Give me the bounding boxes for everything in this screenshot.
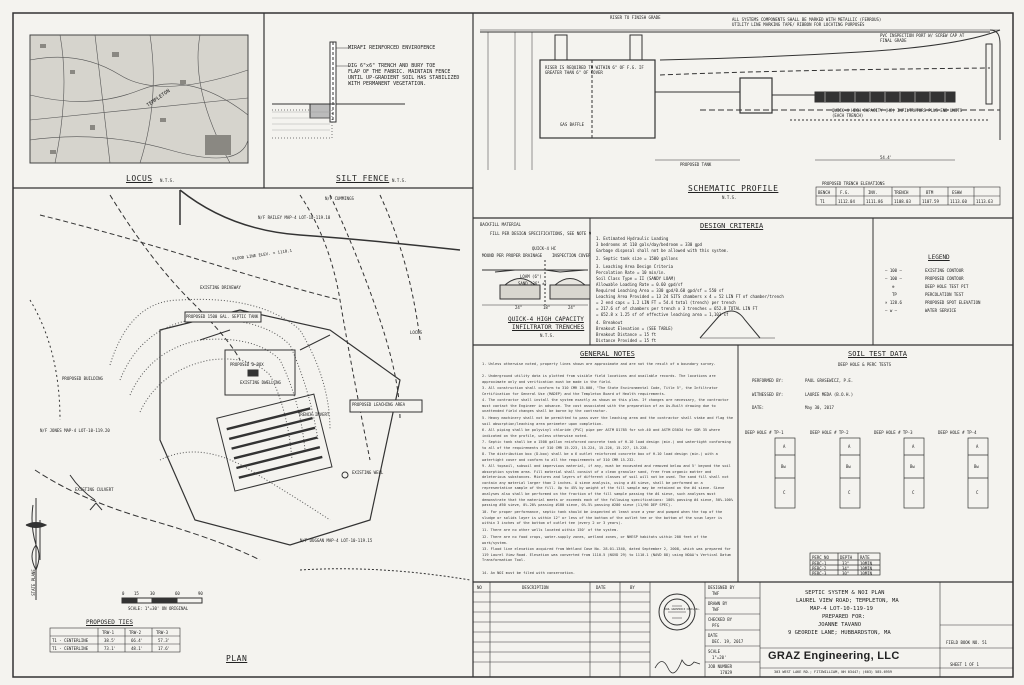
- locus-scale: N.T.S.: [160, 178, 175, 183]
- plan-label: PROPOSED 1500 GAL. SEPTIC TANK: [186, 314, 259, 319]
- general-note: 4. The contractor shall install the system exactly as shown on this plan. If changes are necessary, the contractor must contact the Engineer in advance. The cost associated with the preparation of an As-Built drawing due to unattended field changes shall be borne by the contractor.: [482, 398, 729, 414]
- witnessed-by-value: LAURIE MEDA (B.O.H.): [805, 392, 854, 397]
- locus-title: LOCUS: [126, 174, 153, 183]
- soil-horizon: A: [848, 444, 851, 449]
- legend-title: LEGEND: [928, 254, 950, 261]
- soil-test-subtitle: DEEP HOLE & PERC TESTS: [838, 362, 891, 367]
- trench-title-1: QUICK-4 HIGH CAPACITY: [508, 316, 584, 323]
- soil-log-columns: [775, 438, 988, 575]
- design-line: = 652.8 x 1.25 sf of effective leaching area = 1,101 sf: [596, 312, 729, 317]
- trench-label-sand: SAND (36" ±): [518, 281, 547, 286]
- design-line: 1. Estimated Hydraulic Loading: [596, 236, 669, 241]
- soil-horizon: C: [976, 490, 979, 495]
- general-note: 3. All construction shall conform to 310 CMR 15.000, "The State Environmental Code, Title 5", the Infiltrator Certification for General Use (MADEP) and the Templeton Board of Health requirements.: [482, 386, 718, 396]
- perc-cell: 33": [842, 561, 850, 566]
- trench-label-cover: INSPECTION COVER: [552, 253, 591, 258]
- silt-fence-detail: [272, 42, 405, 138]
- design-line: Soil Class Type = II (SANDY LOAM): [596, 276, 676, 281]
- perc-cell: 10MIN: [860, 566, 873, 571]
- deep-hole-label: DEEP HOLE # TP-4: [938, 430, 977, 435]
- revision-header: DATE: [596, 585, 606, 590]
- soil-horizon: Bw: [781, 464, 786, 469]
- elev-table-cell: 1112.04: [838, 199, 855, 204]
- project-line: JOANNE TAVANO: [818, 622, 862, 628]
- elev-table-cell: T1: [820, 199, 825, 204]
- perc-cell: PERC-1: [812, 561, 827, 566]
- project-line: 9 GEORDIE LANE; HUBBARDSTON, MA: [788, 630, 891, 636]
- legend-item: DEEP HOLE TEST PIT: [925, 284, 969, 289]
- engineer-seal: [659, 594, 695, 630]
- elev-table-header: BENCH: [818, 190, 831, 195]
- general-note: 9. All topsoil, subsoil and impervious material, if any, must be excavated and removed below and 5' beyond the soil absorption system area. Fill material shall consist of a clean granular sand, free from organic matter and deleterious substances. Mixtures and layers of different classes of soil will not be used. The sand fill shall not contain any material larger than 2 inches. A sieve analysis, using a #4 sieve, shall be performed on a representative sample of the fill. Up to 45% by weight of the fill sample may be retained on the #4 sieve. Sieve analyses also shall be performed on the fraction of the fill sample passing the #4 sieve, such analyses must demonstrate that the material meets or exceeds each of the following specifications: 100% passing #4 sieve, 50%-100% passing #50 sieve, 0%-20% passing #100 sieve, 0%-5% passing #200 sieve (11/96 DEP SPEC).: [482, 464, 733, 508]
- profile-scale: N.T.S.: [722, 195, 737, 200]
- scale-label: SCALE: [708, 649, 721, 654]
- ties-header: TRW-3: [156, 630, 169, 635]
- design-line: = 217.6 sf of chambers per trench x 3 trenches = 652.8 TOTAL LIN FT: [596, 306, 758, 311]
- perc-test-icon: TP: [892, 292, 897, 297]
- ties-cell: 73.1': [104, 646, 117, 651]
- designed-by-label: DESIGNED BY: [708, 585, 735, 590]
- design-line: Distance Provided = 15 ft: [596, 338, 657, 343]
- revision-header: BY: [630, 585, 635, 590]
- revision-table-grid: [473, 582, 1013, 677]
- plan-scale-note: SCALE: 1"=30' ON ORIGINAL: [128, 606, 189, 611]
- legend-item: EXISTING CONTOUR: [925, 268, 964, 273]
- plan-label: PROPOSED LEACHING AREA: [352, 402, 405, 407]
- perc-header: DEPTH: [840, 555, 853, 560]
- plan-label: LOCUS: [410, 330, 423, 335]
- trench-backfill-label: BACKFILL MATERIAL: [480, 222, 521, 227]
- soil-horizon: Bw: [846, 464, 851, 469]
- elev-table-cell: 1113.60: [950, 199, 967, 204]
- soil-horizon: A: [976, 444, 979, 449]
- elev-table-header: TRENCH: [894, 190, 909, 195]
- general-note: 11. There are no other wells located within 150' of the system.: [482, 528, 619, 532]
- design-line: Breakout Elevation = (SEE TABLE): [596, 326, 674, 331]
- profile-title: SCHEMATIC PROFILE: [688, 184, 779, 193]
- general-note: 1. Unless otherwise noted, property lines shown are approximate and are not the result of a boundary survey.: [482, 362, 716, 366]
- trench-dim-2: 18": [543, 305, 551, 310]
- trench-label-loam: LOAM (6"): [520, 274, 542, 279]
- design-line: 2. Septic tank size = 1500 gallons: [596, 256, 678, 261]
- deep-hole-icon: ⊕: [892, 284, 895, 289]
- general-note: 13. Flood line elevation acquired from Wetland Case No. 28-01-1340, dated September 2, 2008, which was prepared for 119 Laurel View Road. Elevation was converted from 1110.5 (NGVD 29) to 1110.1 (NAVD 88) using NOAA's Vertical Datum Transformation Tool.: [482, 547, 731, 563]
- signature: [655, 660, 700, 673]
- elev-table-header: F.G.: [840, 190, 850, 195]
- performed-by-label: PERFORMED BY:: [752, 378, 784, 383]
- ties-cell: 17.6': [158, 646, 171, 651]
- sheet-number: SHEET 1 OF 1: [950, 662, 979, 667]
- project-line: PREPARED FOR:: [822, 614, 866, 620]
- general-note: 5. Heavy machinery shall not be permitted to pass over the leaching area and the contractor shall stake and flag the soil absorption/leaching area perimeter upon completion.: [482, 416, 733, 426]
- soil-horizon: Bw: [910, 464, 915, 469]
- elev-table-cell: 1113.63: [976, 199, 993, 204]
- silt-fence-label-2d: WITH PERMANENT VEGETATION.: [348, 81, 427, 87]
- project-line: SEPTIC SYSTEM & NOI PLAN: [805, 590, 885, 596]
- perc-cell: 34": [842, 566, 850, 571]
- silt-fence-label-1: MIRAFI REINFORCED ENVIROFENCE: [348, 45, 436, 51]
- north-arrow-icon: [26, 498, 46, 600]
- design-line: = 2 end caps = 1.2 LIN FT = 54.4 total (trench) per trench: [596, 300, 736, 305]
- elev-table-cell: 1111.86: [866, 199, 883, 204]
- witnessed-by-label: WITNESSED BY:: [752, 392, 784, 397]
- deep-hole-label: DEEP HOLE # TP-2: [810, 430, 849, 435]
- plan-label: STATE PLANE: [30, 569, 36, 596]
- profile-dim-length: 54.4': [880, 155, 893, 160]
- ties-cell: 66.4': [131, 638, 144, 643]
- design-line: 3 bedrooms at 110 gals/day/bedroom = 330 gpd: [596, 242, 702, 247]
- perc-header: PERC NO: [812, 555, 829, 560]
- plan-view: [30, 190, 470, 580]
- general-note: 7. Septic tank shall be a 1500 gallon reinforced concrete tank of H-10 load design (min.) and watertight conforming to all of the requirements of 310 CMR 15.223, 15.224, 15.226, 15.227, 15.228.: [482, 440, 731, 450]
- profile-note-tank: PROPOSED TANK: [680, 162, 712, 167]
- trench-dim-3: 24": [568, 305, 576, 310]
- scale-tick: 90: [198, 591, 203, 596]
- plan-label: N/F RAILEY MAP-4 LOT-10-119.18: [258, 215, 331, 220]
- ties-header: TRW-1: [102, 630, 115, 635]
- perc-header: RATE: [860, 555, 870, 560]
- plan-label: N/F JONES MAP-4 LOT-10-119.20: [40, 428, 110, 433]
- field-book: FIELD BOOK NO. 51: [946, 640, 987, 645]
- deep-hole-label: DEEP HOLE # TP-1: [745, 430, 784, 435]
- revision-header: DESCRIPTION: [522, 585, 549, 590]
- seal-text: PAUL GRASEWICZ CIVIL No.: [664, 608, 701, 611]
- legend-symbol: — 100 —: [885, 276, 902, 281]
- silt-fence-label-2a: DIG 6"x6" TRENCH AND BURY TOE: [348, 63, 436, 69]
- locus-town-label: TEMPLETON: [145, 88, 172, 109]
- job-number-label: JOB NUMBER: [708, 664, 733, 669]
- project-line: LAUREL VIEW ROAD; TEMPLETON, MA: [796, 598, 899, 604]
- perc-cell: PERC-2: [812, 566, 827, 571]
- date-value: DEC. 19, 2017: [712, 639, 744, 644]
- revision-header: NO: [477, 585, 482, 590]
- profile-note-baffle: GAS BAFFLE: [560, 122, 585, 127]
- ties-cell: 57.3': [158, 638, 171, 643]
- design-line: Breakout Distance = 15 ft: [596, 332, 657, 337]
- soil-horizon: A: [783, 444, 786, 449]
- ties-title: PROPOSED TIES: [86, 619, 133, 626]
- plan-label: TRENCH INVERT: [298, 412, 330, 417]
- plan-label: PROPOSED D-BOX: [230, 362, 264, 367]
- legend-symbol: — w —: [885, 308, 898, 313]
- general-notes-title: GENERAL NOTES: [580, 350, 635, 358]
- checked-by-label: CHECKED BY: [708, 617, 733, 622]
- ties-cell: T1 - CENTERLINE: [52, 646, 89, 651]
- ties-cell: 48.1': [131, 646, 144, 651]
- elev-table-title: PROPOSED TRENCH ELEVATIONS: [822, 181, 885, 186]
- soil-horizon: C: [783, 490, 786, 495]
- profile-note-riser-req: RISER IS REQUIRED TO WITHIN 6" OF F.G. IF GREATER THAN 6" OF COVER: [545, 65, 644, 75]
- general-note: 2. Underground utility data is plotted from visible field locations and available records. The locations are approximate only and verification must be made in the field.: [482, 374, 716, 384]
- plan-label: FLOOD LINE ELEV. = 1110.1: [231, 247, 293, 262]
- soil-test-title: SOIL TEST DATA: [848, 350, 908, 358]
- company-name: GRAZ Engineering, LLC: [768, 650, 900, 662]
- soil-horizon: C: [848, 490, 851, 495]
- design-line: Required Leaching Area = 330 gpd/0.60 gpd/sf = 550 sf: [596, 288, 724, 293]
- profile-note-inspection: PVC INSPECTION PORT W/ SCREW CAP AT FINAL GRADE: [880, 33, 965, 43]
- profile-note-marking: ALL SYSTEMS COMPONENTS SHALL BE MARKED WITH METALLIC (FERROUS) UTILITY LINE MARKING TAPE/ RIBBON FOR LOCATING PURPOSES: [732, 17, 882, 27]
- general-note: 6. All piping shall be polyvinyl chloride (PVC) pipe per ASTM D1785 for sch.40 and ASTM D3034 for SDR 35 where indicated on the profile, unless otherwise noted.: [482, 428, 720, 438]
- scale-value: 1"=20': [712, 655, 727, 660]
- general-note: 14. An NOI must be filed with conservation.: [482, 571, 576, 575]
- company-address: 303 WEST LAKE RD.; FITZWILLIAM, NH 03447; (603) 585-6959: [774, 670, 893, 674]
- general-note: 8. The distribution box (D-box) shall be a 6 outlet reinforced concrete box of H-10 load design (min.) with a watertight cover and conform to all the requirements of 310 CMR 15.232.: [482, 452, 718, 462]
- checked-by-value: PFG: [712, 623, 720, 628]
- scale-tick: 30: [150, 591, 155, 596]
- soil-horizon: Bw: [974, 464, 979, 469]
- design-criteria-title: DESIGN CRITERIA: [700, 222, 764, 230]
- perc-cell: PERC-3: [812, 571, 827, 576]
- plan-label: PROPOSED BUILDING: [62, 376, 103, 381]
- elev-table-cell: 1108.03: [894, 199, 911, 204]
- date-label: DATE: [708, 633, 718, 638]
- soil-date-label: DATE:: [752, 405, 765, 410]
- locus-map: [30, 35, 248, 163]
- trench-scale: N.T.S.: [540, 333, 555, 338]
- profile-note-infiltrators: QUICK-4 HIGH CAPACITY (HC) INFILTRATORS PLUS END UNITS (EACH TRENCH): [832, 108, 963, 118]
- soil-horizon: A: [912, 444, 915, 449]
- scale-tick: 15: [134, 591, 139, 596]
- performed-by-value: PAUL GRASEWICZ, P.E.: [805, 378, 854, 383]
- perc-cell: 30": [842, 571, 850, 576]
- elev-table-header: BTM: [926, 190, 934, 195]
- silt-fence-label-2b: FLAP OF THE FABRIC. MAINTAIN FENCE: [348, 69, 451, 75]
- drawn-by-value: TWF: [712, 607, 720, 612]
- general-note: 12. There are no food crops, water-supply zones, wetland zones, or NHESP habitats within 200 feet of the work/system.: [482, 535, 708, 545]
- legend-item: PROPOSED CONTOUR: [925, 276, 964, 281]
- spot-elevation-icon: × 128.6: [885, 300, 902, 305]
- plan-label: EXISTING CULVERT: [75, 487, 114, 492]
- design-line: 3. Leaching Area Design Criteria: [596, 264, 674, 269]
- plan-label: N/F CUMMINGS: [325, 196, 354, 201]
- schematic-profile: [480, 30, 1000, 170]
- legend-item: PROPOSED SPOT ELEVATION: [925, 300, 981, 305]
- legend-item: PERCOLATION TEST: [925, 292, 964, 297]
- design-line: 4. Breakout: [596, 320, 623, 325]
- design-line: Percolation Rate = 10 min/in.: [596, 270, 666, 275]
- plan-label: EXISTING WELL: [352, 470, 384, 475]
- trench-label-quick4: QUICK-4 HC: [532, 246, 557, 251]
- designed-by-value: TWF: [712, 591, 720, 596]
- scale-tick: 0: [122, 591, 125, 596]
- perc-cell: 10MIN: [860, 571, 873, 576]
- deep-hole-label: DEEP HOLE # TP-3: [874, 430, 913, 435]
- scale-tick: 60: [175, 591, 180, 596]
- project-line: MAP-4 LOT-10-119-19: [810, 606, 873, 612]
- legend-symbol: — 100 —: [885, 268, 902, 273]
- silt-fence-label-2c: UNTIL UP-GRADIENT SOIL HAS STABILIZED: [348, 75, 460, 81]
- ties-cell: 38.5': [104, 638, 117, 643]
- elev-table-cell: 1107.59: [922, 199, 939, 204]
- plan-label: EXISTING DRIVEWAY: [200, 285, 241, 290]
- ties-header: TRW-2: [129, 630, 142, 635]
- design-line: Leaching Area Provided = 13 24 SITS chambers x 4 = 52 LIN FT of chamber/trench: [596, 294, 784, 299]
- trench-fill-note: FILL PER DESIGN SPECIFICATIONS, SEE NOTE 9: [490, 231, 592, 236]
- trench-title-2: INFILTRATOR TRENCHES: [512, 324, 585, 331]
- soil-horizon: C: [912, 490, 915, 495]
- general-note: 10. For proper performance, septic tank should be inspected at least once a year and pumped when the top of the sludge or solids layer is within 12" or less of the bottom of the outlet tee or the bottom of the scum layer is within 3 inches of the bottom of outlet tee (every 2 or 3 years).: [482, 510, 723, 526]
- trench-dim-1: 24": [515, 305, 523, 310]
- elev-table-header: ESHW: [952, 190, 962, 195]
- design-line: Allowable Loading Rate = 0.60 gpd/sf: [596, 282, 683, 287]
- legend-item: WATER SERVICE: [925, 308, 957, 313]
- design-line: Garbage disposal shall not be allowed with this system.: [596, 248, 729, 253]
- silt-fence-title: SILT FENCE: [336, 174, 390, 183]
- perc-cell: 10MIN: [860, 561, 873, 566]
- trench-label-mound: MOUND PER PROPER DRAINAGE: [482, 253, 543, 258]
- elev-table-header: INV.: [868, 190, 878, 195]
- profile-note-riser: RISER TO FINISH GRADE: [610, 15, 661, 20]
- drawn-by-label: DRAWN BY: [708, 601, 728, 606]
- plan-label: N/F DUGGAN MAP-4 LOT-10-119.15: [300, 538, 373, 543]
- plan-title: PLAN: [226, 654, 248, 663]
- scale-bar: [122, 598, 202, 603]
- job-number-value: 17029: [720, 670, 733, 675]
- silt-fence-scale: N.T.S.: [392, 178, 407, 183]
- soil-date-value: May 30, 2017: [805, 405, 834, 410]
- plan-label: EXISTING DWELLING: [240, 380, 281, 385]
- ties-cell: T1 - CENTERLINE: [52, 638, 89, 643]
